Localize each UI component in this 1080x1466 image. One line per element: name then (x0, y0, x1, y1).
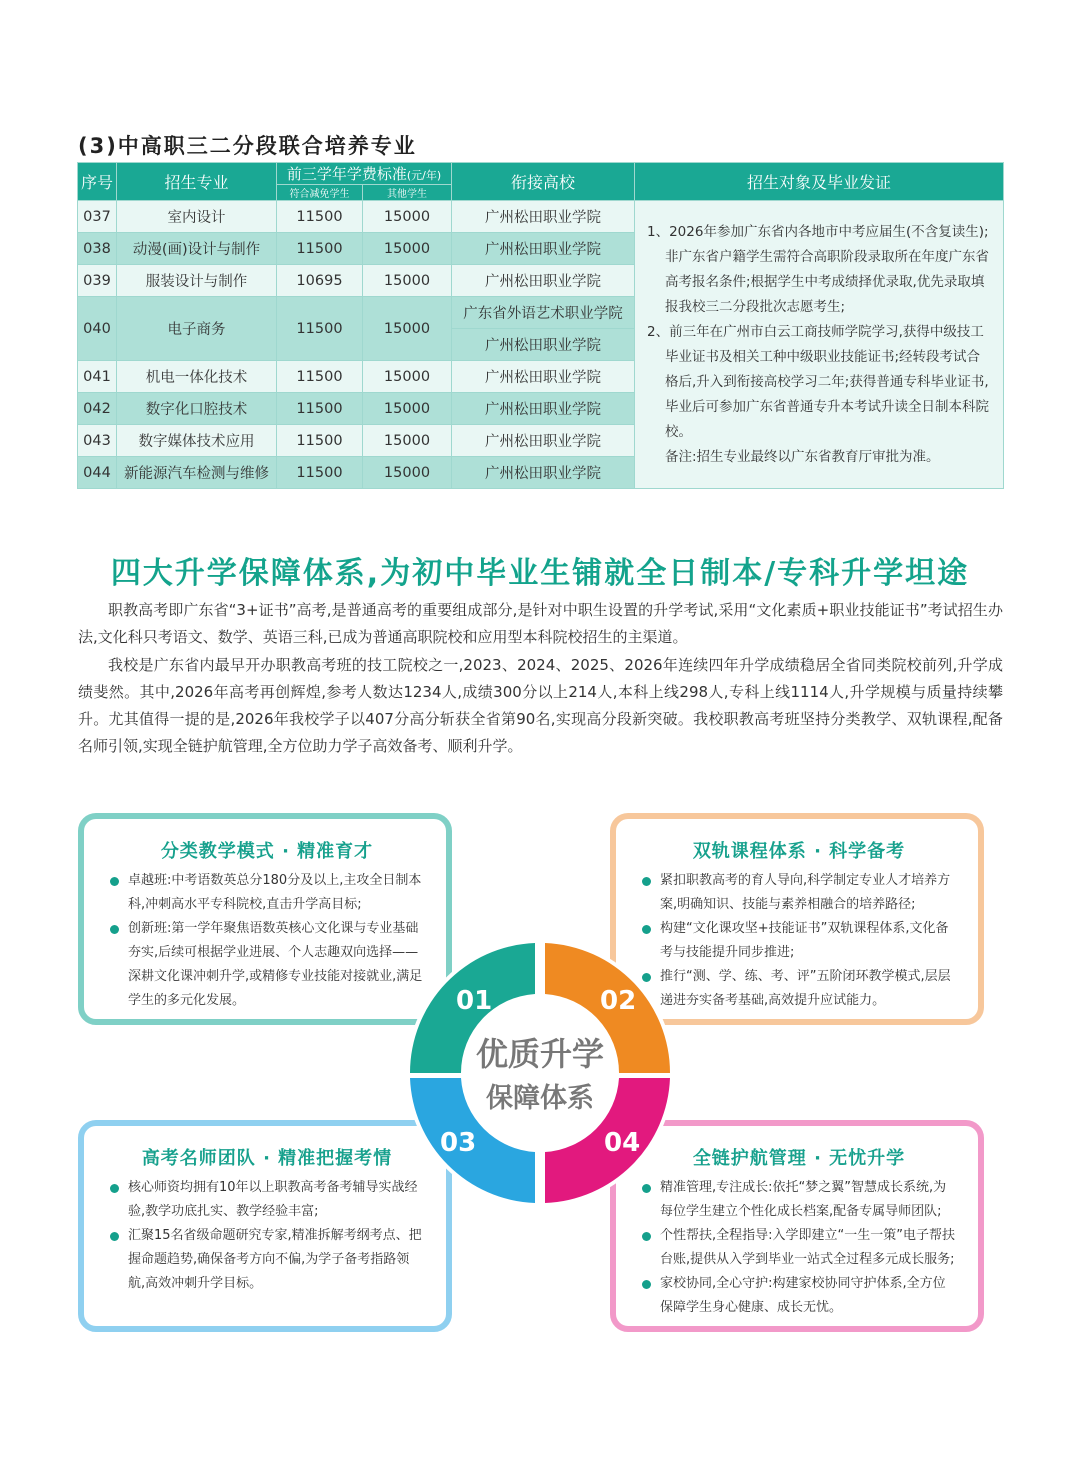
row-major: 动漫(画)设计与制作 (117, 233, 277, 265)
bullet-dot-icon (642, 1232, 651, 1241)
guarantee-ring-diagram (404, 937, 676, 1209)
row-fee-reduced: 11500 (277, 233, 363, 265)
card-title: 双轨课程体系 · 科学备考 (692, 841, 906, 862)
row-fee-reduced: 11500 (277, 457, 363, 489)
row-no: 037 (78, 201, 117, 233)
bullet-dot-icon (110, 1184, 119, 1193)
row-major: 室内设计 (117, 201, 277, 233)
center-subtitle: 保障体系 (486, 1083, 594, 1114)
row-college: 广州松田职业学院 (452, 361, 635, 393)
segment-label-04: 04 (604, 1128, 641, 1158)
table-row (78, 201, 1004, 233)
header-no: 序号 (78, 163, 117, 201)
segment-label-01: 01 (456, 986, 493, 1016)
row-no: 039 (78, 265, 117, 297)
row-no: 043 (78, 425, 117, 457)
row-college: 广州松田职业学院 (452, 265, 635, 297)
card-item: 卓越班:中考语数英总分180分及以上,主攻全日制本科,冲刺高水平专科院校,直击升学高目标; (110, 869, 424, 917)
card-item: 精准管理,专注成长:依托“梦之翼”智慧成长系统,为每位学生建立个性化成长档案,配备专属导师团队; (642, 1176, 956, 1224)
row-major: 数字化口腔技术 (117, 393, 277, 425)
header-fee: 前三学年学费标准(元/年) (277, 163, 452, 185)
row-fee-other: 15000 (363, 425, 452, 457)
card-item: 核心师资均拥有10年以上职教高考备考辅导实战经验,教学功底扎实、教学经验丰富; (110, 1176, 424, 1224)
card-classified-teaching (78, 813, 452, 1025)
row-fee-reduced: 11500 (277, 393, 363, 425)
school-paragraph: 我校是广东省内最早开办职教高考班的技工院校之一,2023、2024、2025、2026年连续四年升学成绩稳居全省同类院校前列,升学成绩斐然。其中,2026年高考再创辉煌,参考人数达1234人,成绩300分以上214人,本科上线298人,专科上线1114人,升学规模与质量持续攀升。尤其值得一提的是,2026年我校学子以407分高分斩获全省第90名,实现高分段新突破。我校职教高考班坚持分类教学、双轨课程,配备名师引领,实现全链护航管理,全方位助力学子高效备考、顺利升学。 (78, 656, 1003, 755)
row-no: 041 (78, 361, 117, 393)
bullet-dot-icon (642, 877, 651, 886)
row-college: 广州松田职业学院 (452, 201, 635, 233)
segment-label-03: 03 (440, 1128, 477, 1158)
row-no: 044 (78, 457, 117, 489)
header-college: 衔接高校 (452, 163, 635, 201)
row-college: 广州松田职业学院 (452, 393, 635, 425)
row-college: 广州松田职业学院 (452, 425, 635, 457)
row-fee-other: 15000 (363, 265, 452, 297)
row-college: 广东省外语艺术职业学院 (452, 297, 635, 329)
card-title: 高考名师团队 · 精准把握考情 (141, 1148, 393, 1169)
admission-table (77, 162, 1004, 489)
row-college: 广州松田职业学院 (452, 329, 635, 361)
bullet-dot-icon (642, 1280, 651, 1289)
section-title: (3)中高职三二分段联合培养专业 (78, 134, 417, 158)
row-fee-reduced: 11500 (277, 425, 363, 457)
row-fee-other: 15000 (363, 201, 452, 233)
row-major: 服装设计与制作 (117, 265, 277, 297)
bullet-dot-icon (110, 877, 119, 886)
row-college: 广州松田职业学院 (452, 457, 635, 489)
row-fee-other: 15000 (363, 457, 452, 489)
row-fee-other: 15000 (363, 233, 452, 265)
card-item: 汇聚15名省级命题研究专家,精准拆解考纲考点、把握命题趋势,确保备考方向不偏,为学子备考指路领航,高效冲刺升学目标。 (110, 1224, 424, 1296)
card-title: 分类教学模式 · 精准育才 (160, 841, 374, 862)
intro-paragraph: 职教高考即广东省“3+证书”高考,是普通高考的重要组成部分,是针对中职生设置的升学考试,采用“文化素质+职业技能证书”考试招生办法,文化科只考语文、数学、英语三科,已成为普通高职院校和应用型本科院校招生的主渠道。 (78, 601, 1003, 646)
card-teacher-team (78, 1120, 452, 1332)
bullet-dot-icon (642, 925, 651, 934)
row-no: 042 (78, 393, 117, 425)
card-item: 紧扣职教高考的育人导向,科学制定专业人才培养方案,明确知识、技能与素养相融合的培养路径; (642, 869, 956, 917)
row-major: 机电一体化技术 (117, 361, 277, 393)
header-major: 招生专业 (117, 163, 277, 201)
admission-note: 1、2026年参加广东省内各地市中考应届生(不含复读生);非广东省户籍学生需符合高职阶段录取所在年度广东省高考报名条件;根据学生中考成绩择优录取,优先录取填报我校三二分段批次志愿考生; 2、前三年在广州市白云工商技师学院学习,获得中级技工毕业证书及相关工种中级职业技能证书;经转段考试合格后,升入到衔接高校学习二年;获得普通专科毕业证书,毕业后可参加广东省普通专升本考试升读全日制本科院校。 备注:招生专业最终以广东省教育厅审批为准。 (635, 201, 1004, 489)
bullet-dot-icon (110, 925, 119, 934)
row-no: 040 (78, 297, 117, 361)
center-title: 优质升学 (475, 1035, 605, 1073)
card-item: 创新班:第一学年聚焦语数英核心文化课与专业基础夯实,后续可根据学业进展、个人志趣双向选择——深耕文化课冲刺升学,或精修专业技能对接就业,满足学生的多元化发展。 (110, 917, 424, 1013)
row-no: 038 (78, 233, 117, 265)
row-major: 数字媒体技术应用 (117, 425, 277, 457)
header-note: 招生对象及毕业发证 (635, 163, 1004, 201)
card-item: 个性帮扶,全程指导:入学即建立“一生一策”电子帮扶台账,提供从入学到毕业一站式全过程多元成长服务; (642, 1224, 956, 1272)
bullet-dot-icon (110, 1232, 119, 1241)
card-item: 构建“文化课攻坚+技能证书”双轨课程体系,文化备考与技能提升同步推进; (642, 917, 956, 965)
row-fee-reduced: 11500 (277, 361, 363, 393)
segment-label-02: 02 (600, 986, 637, 1016)
row-major: 电子商务 (117, 297, 277, 361)
row-fee-reduced: 11500 (277, 201, 363, 233)
card-item: 家校协同,全心守护:构建家校协同守护体系,全方位保障学生身心健康、成长无忧。 (642, 1272, 956, 1320)
row-fee-reduced: 11500 (277, 297, 363, 361)
row-fee-other: 15000 (363, 297, 452, 361)
headline: 四大升学保障体系,为初中毕业生铺就全日制本/专科升学坦途 (110, 556, 970, 591)
row-college: 广州松田职业学院 (452, 233, 635, 265)
row-fee-reduced: 10695 (277, 265, 363, 297)
card-item: 推行“测、学、练、考、评”五阶闭环教学模式,层层递进夯实备考基础,高效提升应试能力。 (642, 965, 956, 1013)
row-fee-other: 15000 (363, 361, 452, 393)
header-fee-other: 其他学生 (363, 185, 452, 201)
header-fee-reduced: 符合减免学生 (277, 185, 363, 201)
row-major: 新能源汽车检测与维修 (117, 457, 277, 489)
card-title: 全链护航管理 · 无忧升学 (692, 1148, 906, 1169)
row-fee-other: 15000 (363, 393, 452, 425)
